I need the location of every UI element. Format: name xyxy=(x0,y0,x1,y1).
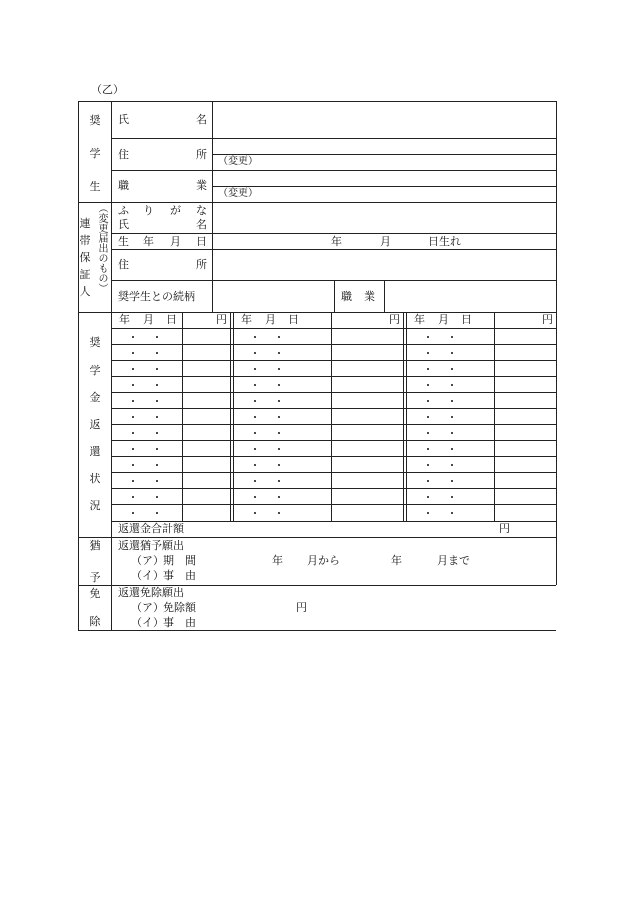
date-dot xyxy=(156,448,158,450)
repayment-header-day: 日 xyxy=(461,313,472,326)
date-dot xyxy=(254,448,256,450)
date-dot xyxy=(427,352,429,354)
student-address-label-2: 所 xyxy=(196,148,207,161)
form-mark: （乙） xyxy=(91,83,124,96)
date-dot xyxy=(427,448,429,450)
rule xyxy=(212,186,556,187)
deferral-from-year: 年 xyxy=(272,554,283,567)
student-job-label-1: 職 xyxy=(118,179,129,192)
date-dot xyxy=(156,400,158,402)
date-dot xyxy=(156,464,158,466)
guarantor-name-label-1: 氏 xyxy=(118,218,129,231)
deferral-side-char-1: 猶 xyxy=(89,539,101,552)
date-dot xyxy=(278,480,280,482)
date-dot xyxy=(254,352,256,354)
student-address-change: （変更） xyxy=(218,156,258,167)
guarantor-address-label-2: 所 xyxy=(196,258,207,271)
repayment-total-unit: 円 xyxy=(499,522,510,535)
student-job-change: （変更） xyxy=(218,188,258,199)
repayment-total-label: 返還金合計額 xyxy=(118,522,184,535)
repayment-header-month: 月 xyxy=(438,313,449,326)
date-dot xyxy=(254,512,256,514)
deferral-side-char-2: 予 xyxy=(89,571,101,584)
date-dot xyxy=(254,432,256,434)
repayment-header-month: 月 xyxy=(143,313,154,326)
deferral-item-a-label: 期 間 xyxy=(163,554,196,567)
date-dot xyxy=(132,384,134,386)
date-dot xyxy=(156,416,158,418)
repayment-header-yen: 円 xyxy=(389,313,400,326)
rule xyxy=(78,537,556,538)
guarantor-side-char-5: 人 xyxy=(79,285,91,298)
date-dot xyxy=(427,336,429,338)
date-dot xyxy=(427,368,429,370)
guarantor-job-label-2: 業 xyxy=(364,290,375,303)
date-dot xyxy=(254,336,256,338)
date-dot xyxy=(278,512,280,514)
birth-label-1: 生 xyxy=(118,235,129,248)
repayment-header-year: 年 xyxy=(241,313,252,326)
furigana-label-4: な xyxy=(196,204,207,217)
label-column-divider xyxy=(111,101,112,630)
date-dot xyxy=(427,432,429,434)
date-dot xyxy=(451,352,453,354)
date-dot xyxy=(132,496,134,498)
frame-bottom xyxy=(78,630,556,631)
repayment-header-month: 月 xyxy=(265,313,276,326)
date-dot xyxy=(254,480,256,482)
furigana-label-2: り xyxy=(143,204,154,217)
repayment-side-char-2: 学 xyxy=(89,364,101,377)
deferral-item-a-marker: （ア） xyxy=(131,554,164,567)
rule xyxy=(111,249,556,250)
date-dot xyxy=(278,352,280,354)
date-dot xyxy=(427,512,429,514)
exemption-item-b-label: 事 由 xyxy=(163,616,196,629)
student-side-char-3: 生 xyxy=(89,180,101,193)
date-dot xyxy=(451,368,453,370)
birth-year: 年 xyxy=(331,235,342,248)
date-dot xyxy=(451,400,453,402)
date-dot xyxy=(254,400,256,402)
birth-label-3: 月 xyxy=(170,235,181,248)
exemption-item-a-marker: （ア） xyxy=(131,601,164,614)
date-dot xyxy=(132,352,134,354)
repayment-row-rule xyxy=(111,488,556,489)
date-dot xyxy=(278,384,280,386)
deferral-to-year: 年 xyxy=(391,554,402,567)
repayment-row-rule xyxy=(111,408,556,409)
student-side-char-1: 奨 xyxy=(89,114,101,127)
date-dot xyxy=(156,336,158,338)
date-dot xyxy=(254,464,256,466)
date-dot xyxy=(254,384,256,386)
date-dot xyxy=(451,464,453,466)
student-address-label-1: 住 xyxy=(118,148,129,161)
date-dot xyxy=(451,448,453,450)
date-dot xyxy=(451,512,453,514)
birth-label-4: 日 xyxy=(196,235,207,248)
date-dot xyxy=(254,416,256,418)
furigana-label-1: ふ xyxy=(118,204,129,217)
deferral-item-b-marker: （イ） xyxy=(131,569,164,582)
student-side-char-2: 学 xyxy=(89,147,101,160)
date-dot xyxy=(278,432,280,434)
date-dot xyxy=(278,448,280,450)
date-dot xyxy=(278,464,280,466)
relation-label: 奨学生との続柄 xyxy=(118,290,195,303)
repayment-header-year: 年 xyxy=(414,313,425,326)
repayment-row-rule xyxy=(111,472,556,473)
repayment-header-yen: 円 xyxy=(216,313,227,326)
date-dot xyxy=(278,496,280,498)
repayment-row-rule xyxy=(111,392,556,393)
date-dot xyxy=(254,496,256,498)
guarantor-side-char-4: 証 xyxy=(79,268,91,281)
repayment-header-year: 年 xyxy=(119,313,130,326)
rule xyxy=(384,280,385,312)
repayment-header-rule xyxy=(111,328,556,329)
date-dot xyxy=(427,384,429,386)
date-dot xyxy=(132,416,134,418)
date-dot xyxy=(451,336,453,338)
repayment-row-rule xyxy=(111,344,556,345)
repayment-side-char-3: 金 xyxy=(89,391,101,404)
date-dot xyxy=(427,496,429,498)
date-dot xyxy=(278,336,280,338)
date-dot xyxy=(451,496,453,498)
date-dot xyxy=(156,512,158,514)
repayment-side-char-6: 状 xyxy=(89,472,101,485)
date-dot xyxy=(132,400,134,402)
date-dot xyxy=(156,352,158,354)
guarantor-side-note: （変更届出のもの） xyxy=(96,203,107,293)
rule xyxy=(111,170,556,171)
date-dot xyxy=(132,368,134,370)
date-dot xyxy=(132,512,134,514)
birth-suffix: 日生れ xyxy=(428,235,461,248)
repayment-col-rule xyxy=(494,312,495,521)
repayment-row-rule xyxy=(111,424,556,425)
date-dot xyxy=(254,368,256,370)
date-dot xyxy=(156,384,158,386)
rule xyxy=(111,138,556,139)
exemption-side-char-2: 除 xyxy=(89,615,101,628)
frame-top xyxy=(78,101,556,102)
repayment-header-day: 日 xyxy=(288,313,299,326)
rule xyxy=(111,233,556,234)
date-dot xyxy=(278,368,280,370)
repayment-side-char-1: 奨 xyxy=(89,336,101,349)
date-dot xyxy=(278,416,280,418)
furigana-label-3: が xyxy=(170,204,181,217)
guarantor-side-char-3: 保 xyxy=(79,251,91,264)
guarantor-name-label-2: 名 xyxy=(196,218,207,231)
exemption-title: 返還免除願出 xyxy=(118,586,184,599)
repayment-side-char-5: 還 xyxy=(89,445,101,458)
birth-label-2: 年 xyxy=(143,235,154,248)
birth-month: 月 xyxy=(380,235,391,248)
date-dot xyxy=(427,480,429,482)
repayment-header-yen: 円 xyxy=(542,313,553,326)
date-dot xyxy=(132,432,134,434)
date-dot xyxy=(156,432,158,434)
date-dot xyxy=(451,480,453,482)
date-dot xyxy=(132,480,134,482)
deferral-from-month: 月から xyxy=(307,554,340,567)
guarantor-side-char-2: 帯 xyxy=(79,234,91,247)
repayment-group-rule xyxy=(230,312,231,521)
repayment-row-rule xyxy=(111,360,556,361)
repayment-side-char-4: 返 xyxy=(89,418,101,431)
repayment-header-day: 日 xyxy=(166,313,177,326)
repayment-col-rule xyxy=(182,312,183,521)
date-dot xyxy=(156,496,158,498)
repayment-group-rule xyxy=(403,312,404,521)
exemption-amount-unit: 円 xyxy=(296,601,307,614)
rule xyxy=(78,202,556,203)
date-dot xyxy=(132,464,134,466)
guarantor-address-label-1: 住 xyxy=(118,258,129,271)
date-dot xyxy=(451,416,453,418)
repayment-side-char-7: 況 xyxy=(89,499,101,512)
student-name-label-1: 氏 xyxy=(118,113,129,126)
repayment-row-rule xyxy=(111,504,556,505)
exemption-side-char-1: 免 xyxy=(89,587,101,600)
repayment-row-rule xyxy=(111,440,556,441)
date-dot xyxy=(451,432,453,434)
date-dot xyxy=(132,448,134,450)
deferral-title: 返還猶予願出 xyxy=(118,539,184,552)
rule xyxy=(212,154,556,155)
student-name-label-2: 名 xyxy=(196,113,207,126)
deferral-item-b-label: 事 由 xyxy=(163,569,196,582)
date-dot xyxy=(427,416,429,418)
student-job-label-2: 業 xyxy=(196,179,207,192)
rule xyxy=(334,280,335,312)
repayment-group-rule xyxy=(233,312,234,521)
date-dot xyxy=(451,384,453,386)
repayment-row-rule xyxy=(111,376,556,377)
exemption-item-b-marker: （イ） xyxy=(131,616,164,629)
date-dot xyxy=(156,368,158,370)
repayment-row-rule xyxy=(111,456,556,457)
guarantor-side-char-1: 連 xyxy=(79,217,91,230)
exemption-item-a-label: 免除額 xyxy=(163,601,196,614)
date-dot xyxy=(427,400,429,402)
date-dot xyxy=(132,336,134,338)
date-dot xyxy=(427,464,429,466)
date-dot xyxy=(156,480,158,482)
frame-left xyxy=(78,101,79,630)
deferral-to-month: 月まで xyxy=(437,554,470,567)
guarantor-job-label-1: 職 xyxy=(341,290,352,303)
repayment-group-rule xyxy=(406,312,407,521)
date-dot xyxy=(278,400,280,402)
frame-right xyxy=(556,101,557,585)
repayment-col-rule xyxy=(331,312,332,521)
